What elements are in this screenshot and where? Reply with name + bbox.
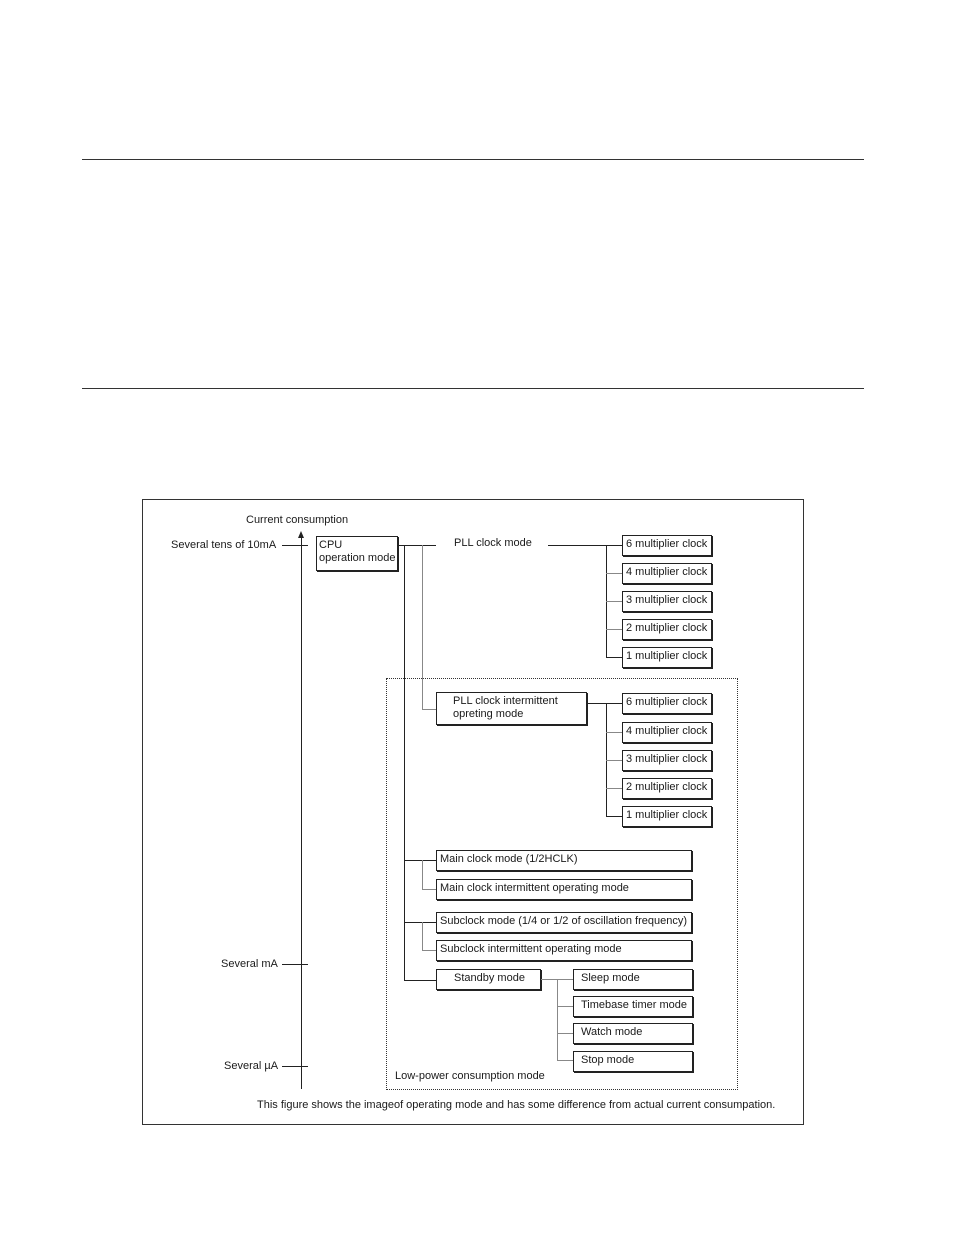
pll-clock-mode-label: PLL clock mode [454, 537, 532, 549]
main-clock-mode-box: Main clock mode (1/2HCLK) [436, 850, 692, 871]
pll-int-1-multiplier-box: 1 multiplier clock [622, 806, 712, 827]
sub-intermittent-trunk [422, 922, 423, 951]
standby-branch-2 [557, 1006, 573, 1007]
pll-int-branch-4 [606, 788, 622, 789]
level-mid-label: Several mA [221, 958, 278, 970]
pll-int-2-multiplier-box: 2 multiplier clock [622, 778, 712, 799]
level-mid-tick [282, 964, 308, 965]
pll-4-multiplier-box: 4 multiplier clock [622, 563, 712, 584]
main-clock-branch [404, 860, 436, 861]
level-low-tick [282, 1066, 308, 1067]
watch-mode-box: Watch mode [573, 1023, 693, 1044]
cpu-mode-line2: operation mode [319, 552, 396, 564]
cpu-operation-mode-box [316, 536, 398, 571]
axis-title: Current consumption [246, 514, 349, 526]
main-intermittent-trunk [422, 860, 423, 890]
pll-3-multiplier-box: 3 multiplier clock [622, 591, 712, 612]
sleep-mode-box: Sleep mode [573, 969, 693, 990]
figure-footnote: This figure shows the imageof operating mode and has some difference from actual current consumpation. [257, 1099, 776, 1111]
pll-intermittent-branch [422, 709, 436, 710]
timebase-timer-mode-box: Timebase timer mode [573, 996, 693, 1017]
standby-branch-4 [557, 1060, 573, 1061]
pll-6-multiplier-box: 6 multiplier clock [622, 535, 712, 556]
pll-int-to-multipliers-line [587, 703, 622, 704]
pll-branch-3 [606, 601, 622, 602]
pll-intermittent-line1: PLL clock intermittent [453, 695, 558, 707]
main-intermittent-branch [422, 889, 436, 890]
pll-int-branch-2 [606, 732, 622, 733]
pll-branch-2 [606, 573, 622, 574]
level-high-tick [282, 545, 308, 546]
low-power-label: Low-power consumption mode [395, 1070, 545, 1082]
pll-intermittent-trunk [422, 545, 423, 710]
pll-int-branch-3 [606, 760, 622, 761]
pll-branch-4 [606, 629, 622, 630]
stop-mode-box: Stop mode [573, 1051, 693, 1072]
section-rule [82, 388, 864, 389]
pll-int-6-multiplier-box: 6 multiplier clock [622, 693, 712, 714]
pll-int-branch-5 [606, 816, 622, 817]
pll-intermittent-line2: opreting mode [453, 708, 524, 720]
subclock-branch [404, 922, 436, 923]
pll-1-multiplier-box: 1 multiplier clock [622, 647, 712, 668]
top-rule [82, 159, 864, 160]
level-high-label: Several tens of 10mA [171, 539, 277, 551]
pll-2-multiplier-box: 2 multiplier clock [622, 619, 712, 640]
standby-mode-box: Standby mode [436, 969, 541, 990]
pll-int-4-multiplier-box: 4 multiplier clock [622, 722, 712, 743]
standby-branch-3 [557, 1033, 573, 1034]
sub-intermittent-branch [422, 950, 436, 951]
pll-int-3-multiplier-box: 3 multiplier clock [622, 750, 712, 771]
main-trunk-line [404, 545, 405, 981]
pll-intermittent-box [436, 692, 587, 725]
sub-intermittent-box: Subclock intermittent operating mode [436, 940, 692, 961]
main-intermittent-box: Main clock intermittent operating mode [436, 879, 692, 900]
standby-branch [404, 980, 436, 981]
pll-branch-5 [606, 657, 622, 658]
axis-line [301, 536, 302, 1089]
subclock-mode-box: Subclock mode (1/4 or 1/2 of oscillation frequency) [436, 912, 692, 933]
level-low-label: Several µA [224, 1060, 279, 1072]
standby-sub-trunk [557, 979, 558, 1061]
cpu-mode-line1: CPU [319, 539, 343, 551]
pll-to-multipliers-line [548, 545, 622, 546]
